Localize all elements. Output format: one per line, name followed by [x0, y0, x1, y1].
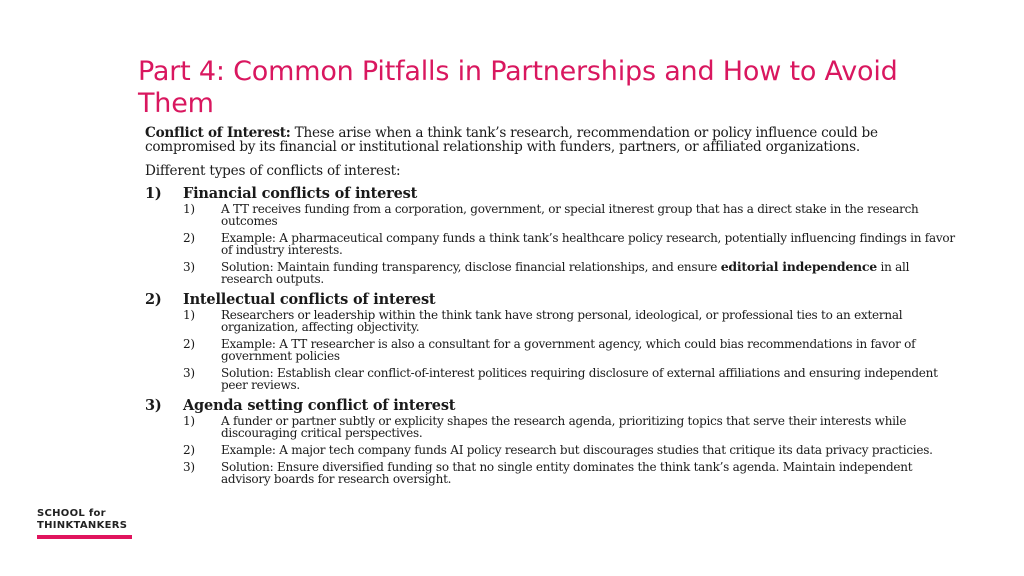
item-number: 3) [183, 260, 195, 274]
slide-title: Part 4: Common Pitfalls in Partnerships and How to Avoid Them [138, 56, 898, 119]
item-text-pre: Solution: Maintain funding transparency, disclose financial relationships, and ensure [221, 260, 721, 274]
slide-content [145, 126, 955, 490]
logo-line-2: THINKTANKERS [37, 520, 128, 531]
item-text: A TT receives funding from a corporation, government, or special itnerest group that has a direct stake in the research outcomes [221, 202, 919, 228]
list-item [145, 367, 955, 391]
logo-underline-bar [37, 535, 132, 539]
section-financial [145, 185, 955, 285]
section-title: Financial conflicts of interest [183, 185, 418, 202]
section-items [145, 309, 955, 391]
item-number: 2) [183, 231, 195, 245]
item-number: 2) [183, 443, 195, 457]
list-item [145, 461, 955, 485]
section-number: 1) [145, 185, 162, 202]
section-number: 2) [145, 291, 162, 308]
intro-text: These arise when a think tank’s research, recommendation or policy influence could be compromised by its financial or institutional relationship with funders, partners, or affiliated organizations. [145, 125, 878, 155]
list-item [145, 203, 955, 227]
item-text: A funder or partner subtly or explicity shapes the research agenda, prioritizing topics that serve their interests while discouraging critical perspectives. [221, 414, 907, 440]
item-number: 3) [183, 366, 195, 380]
item-text-post: in all research outputs. [221, 260, 910, 286]
section-heading [145, 397, 955, 414]
item-text: Researchers or leadership within the think tank have strong personal, ideological, or professional ties to an external organization, affecting objectivity. [221, 308, 903, 334]
item-number: 1) [183, 308, 195, 322]
types-heading: Different types of conflicts of interest: [145, 163, 401, 179]
section-heading [145, 291, 955, 308]
list-item [145, 415, 955, 439]
item-text: Solution: Establish clear conflict-of-interest politices requiring disclosure of external affiliations and ensuring independent peer reviews. [221, 366, 938, 392]
item-text: Example: A pharmaceutical company funds a think tank’s healthcare policy research, potentially influencing findings in favor of industry interests. [221, 231, 955, 257]
section-agenda-setting [145, 397, 955, 485]
section-heading [145, 185, 955, 202]
item-number: 2) [183, 337, 195, 351]
intro-label: Conflict of Interest: [145, 125, 291, 141]
section-title: Intellectual conflicts of interest [183, 291, 436, 308]
section-number: 3) [145, 397, 162, 414]
list-item [145, 261, 955, 285]
list-item [145, 444, 955, 456]
school-for-thinktankers-logo [37, 508, 133, 539]
intro-paragraph [145, 126, 955, 154]
section-title: Agenda setting conflict of interest [183, 397, 456, 414]
item-number: 1) [183, 414, 195, 428]
item-text: Example: A TT researcher is also a consultant for a government agency, which could bias recommendations in favor of government policies [221, 337, 916, 363]
list-item [145, 232, 955, 256]
section-items [145, 203, 955, 285]
item-number: 3) [183, 460, 195, 474]
item-text-bold: editorial independence [720, 259, 877, 274]
item-number: 1) [183, 202, 195, 216]
item-text: Solution: Ensure diversified funding so that no single entity dominates the think tank’s agenda. Maintain independent advisory boards for research oversight. [221, 460, 913, 486]
list-item [145, 338, 955, 362]
logo-line-1: SCHOOL for [37, 508, 106, 519]
section-intellectual [145, 291, 955, 391]
item-text: Example: A major tech company funds AI policy research but discourages studies that critique its data privacy practicies. [221, 443, 933, 457]
section-items [145, 415, 955, 485]
list-item [145, 309, 955, 333]
